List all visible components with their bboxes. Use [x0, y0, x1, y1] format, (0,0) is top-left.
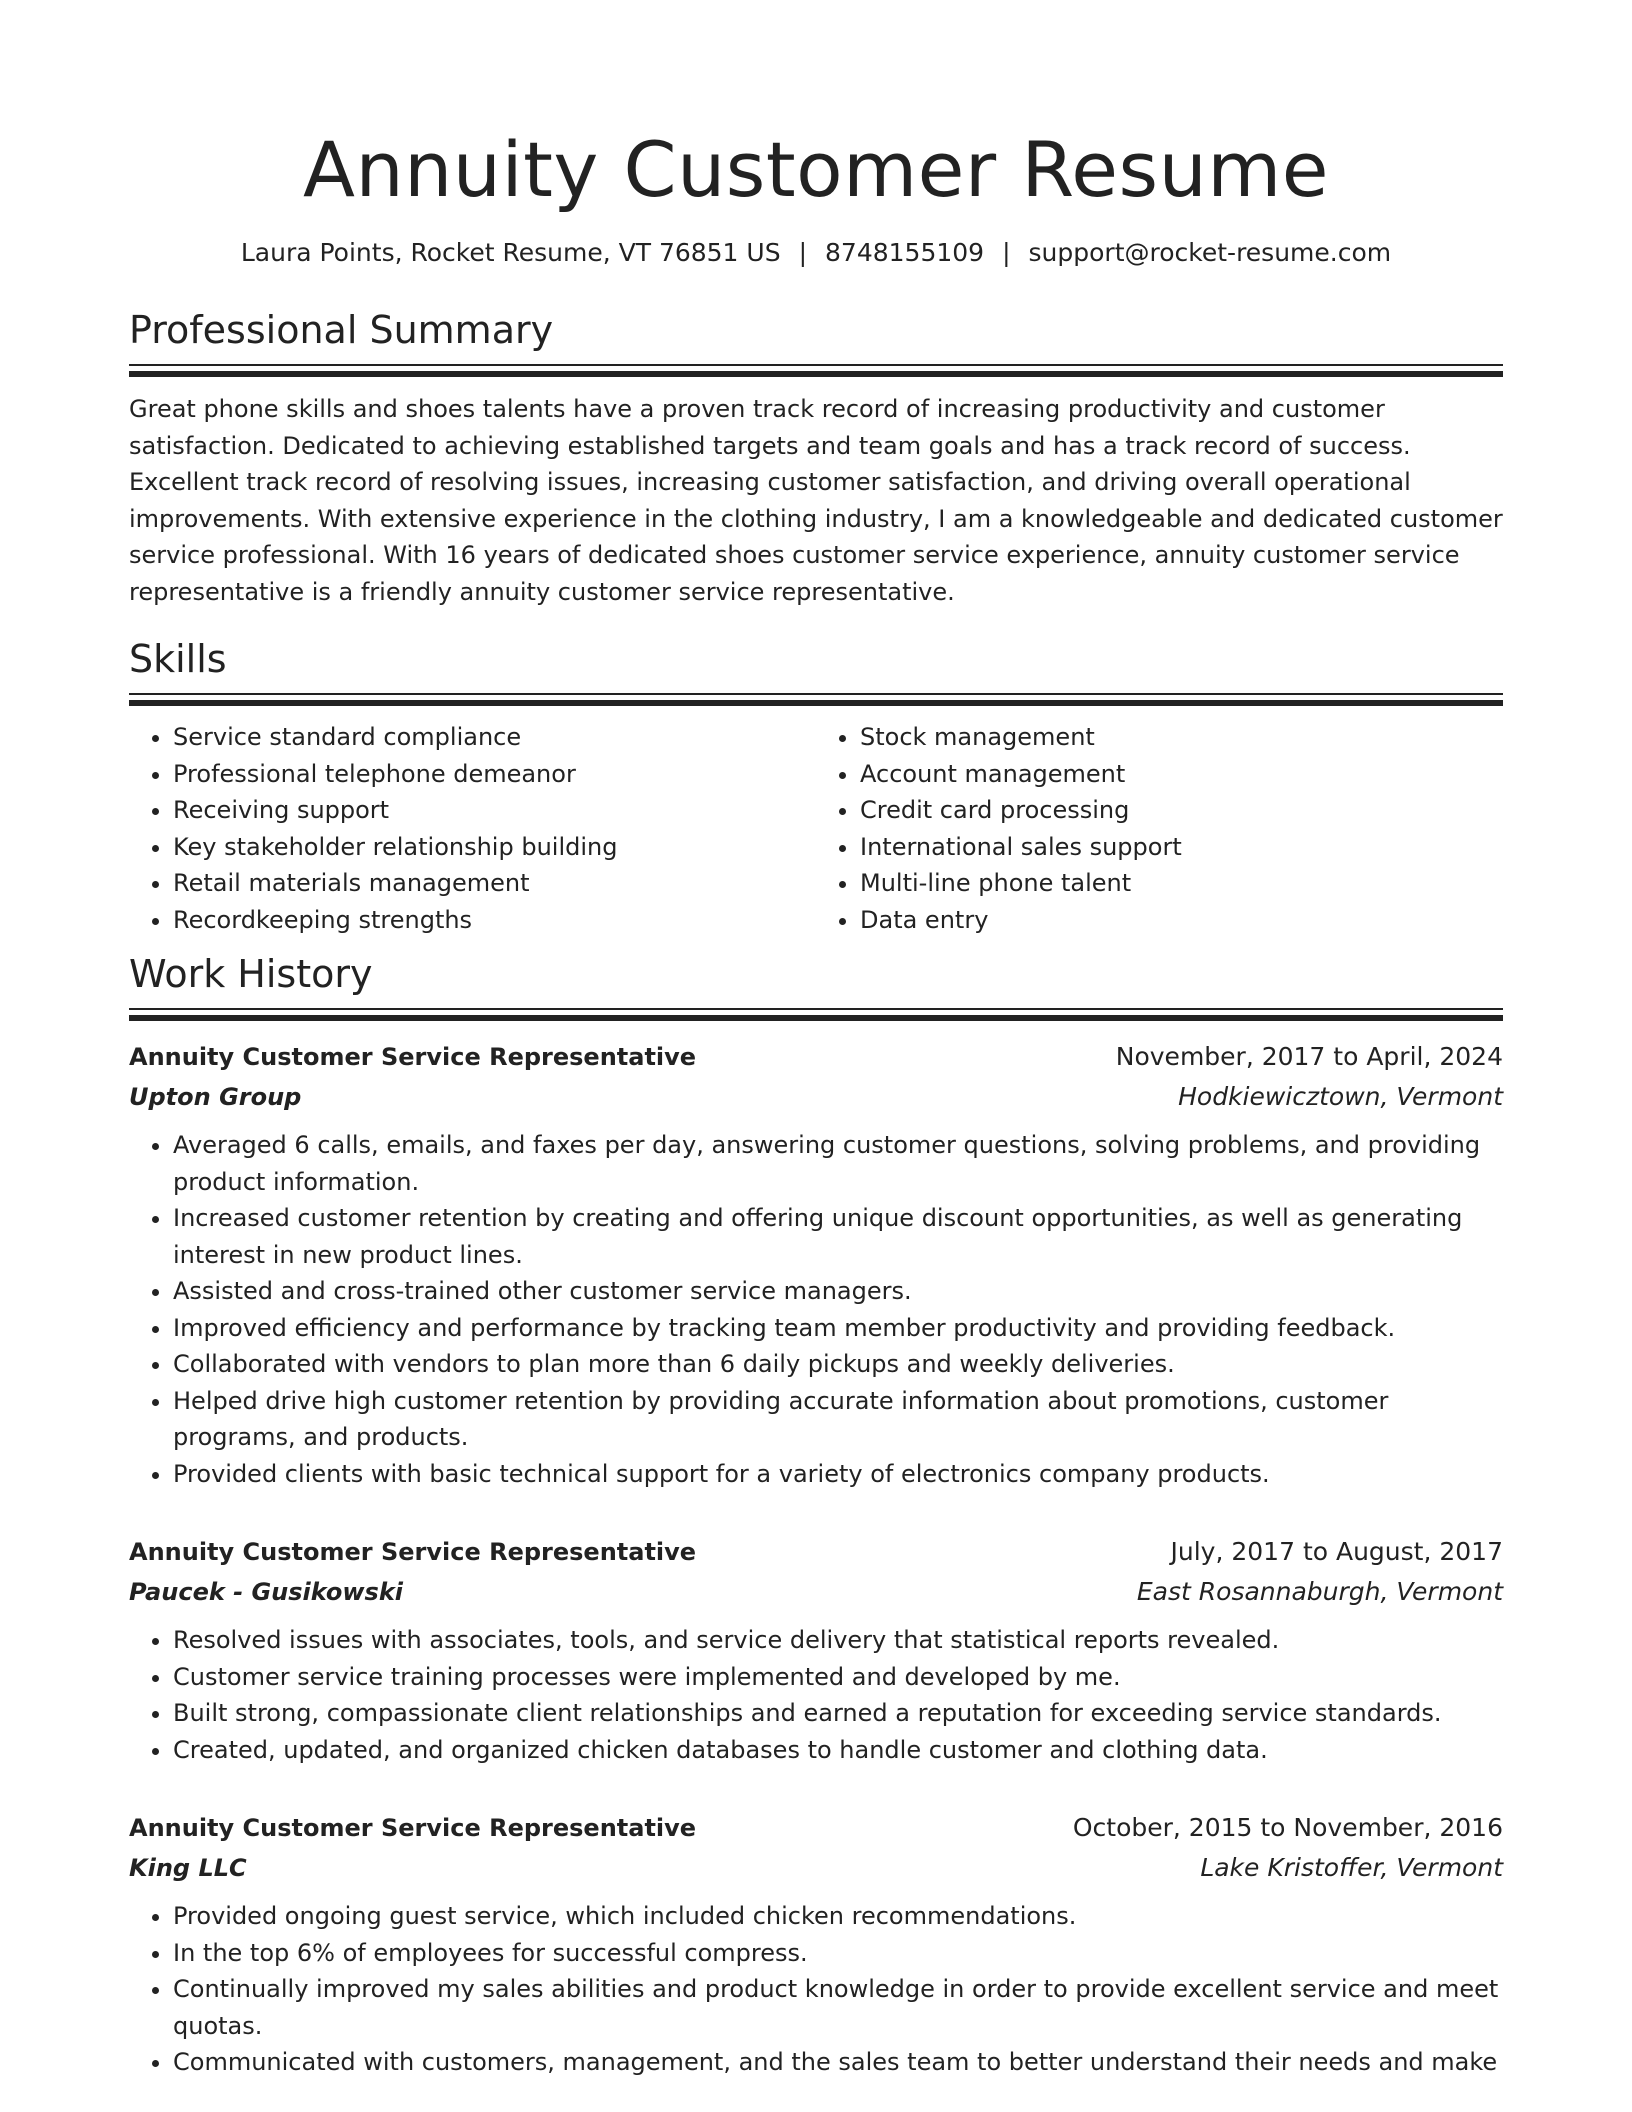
skill-item: • Credit card processing: [860, 792, 1503, 829]
job-bullet: • Provided clients with basic technical support for a variety of electronics company products.: [173, 1456, 1503, 1493]
job-title: Annuity Customer Service Representative: [129, 1814, 697, 1842]
skill-item: • Stock management: [860, 719, 1503, 756]
job-subheader: [129, 1572, 1503, 1612]
section-divider: [129, 364, 1503, 377]
job-bullet: • In the top 6% of employees for successful compress.: [173, 1935, 1503, 1972]
job-subheader: [129, 1077, 1503, 1117]
job-list: [129, 1037, 1503, 2081]
job-location: Lake Kristoffer, Vermont: [1200, 1853, 1503, 1882]
section-divider: [129, 693, 1503, 706]
job-location: East Rosannaburgh, Vermont: [1136, 1577, 1503, 1606]
skill-item: • Recordkeeping strengths: [173, 902, 816, 939]
job-header: [129, 1808, 1503, 1848]
skills-column-left: [129, 719, 816, 938]
job-bullet: • Improved efficiency and performance by tracking team member productivity and providing feedback.: [173, 1310, 1503, 1347]
skill-item: • Retail materials management: [173, 865, 816, 902]
job-bullet: • Resolved issues with associates, tools, and service delivery that statistical reports revealed.: [173, 1622, 1503, 1659]
job-bullet: • Assisted and cross-trained other customer service managers.: [173, 1273, 1503, 1310]
skill-item: • Multi-line phone talent: [860, 865, 1503, 902]
contact-separator: |: [1002, 238, 1011, 267]
job-dates: July, 2017 to August, 2017: [1170, 1537, 1503, 1566]
job-bullet: • Increased customer retention by creating and offering unique discount opportunities, as well as generating interest in new product lines.: [173, 1200, 1503, 1273]
job-bullet: • Helped drive high customer retention by providing accurate information about promotions, customer programs, and products.: [173, 1383, 1503, 1456]
skills-section: [129, 635, 1503, 938]
skills-grid: [129, 719, 1503, 938]
job-bullet-list: [129, 1898, 1503, 2081]
job-dates: October, 2015 to November, 2016: [1072, 1813, 1503, 1842]
job-bullet: • Communicated with customers, management, and the sales team to better understand their needs and make: [173, 2044, 1503, 2081]
job-company: King LLC: [129, 1854, 247, 1882]
job-bullet: • Customer service training processes were implemented and developed by me.: [173, 1659, 1503, 1696]
skill-item: • Professional telephone demeanor: [173, 756, 816, 793]
job-entry: [129, 1532, 1503, 1768]
contact-email: support@rocket-resume.com: [1028, 238, 1392, 267]
section-heading-summary: Professional Summary: [129, 308, 554, 352]
section-heading-work: Work History: [129, 952, 373, 996]
job-bullet: • Continually improved my sales abilities and product knowledge in order to provide excellent service and meet quotas.: [173, 1971, 1503, 2044]
job-company: Upton Group: [129, 1083, 302, 1111]
skill-item: • Service standard compliance: [173, 719, 816, 756]
job-bullet: • Built strong, compassionate client relationships and earned a reputation for exceeding service standards.: [173, 1695, 1503, 1732]
skills-column-right: [816, 719, 1503, 938]
job-location: Hodkiewicztown, Vermont: [1178, 1082, 1503, 1111]
skill-item: • Key stakeholder relationship building: [173, 829, 816, 866]
job-company: Paucek - Gusikowski: [129, 1578, 404, 1606]
section-heading-skills: Skills: [129, 637, 227, 681]
job-entry: [129, 1037, 1503, 1492]
job-bullet: • Provided ongoing guest service, which included chicken recommendations.: [173, 1898, 1503, 1935]
contact-address: Laura Points, Rocket Resume, VT 76851 US: [240, 238, 781, 267]
skill-item: • Account management: [860, 756, 1503, 793]
resume-title: Annuity Customer Resume: [302, 125, 1330, 214]
contact-line: [129, 236, 1503, 270]
job-bullet: • Collaborated with vendors to plan more than 6 daily pickups and weekly deliveries.: [173, 1346, 1503, 1383]
contact-separator: |: [798, 238, 808, 267]
summary-text: Great phone skills and shoes talents have a proven track record of increasing productivity and customer satisfaction. Dedicated to achieving established targets and team goals and has a track record of success. Excellent track record of resolving issues, increasing customer satisfaction, and driving overall operational improvements. With extensive experience in the clothing industry, I am a knowledgeable and dedicated customer service professional. With 16 years of dedicated shoes customer service experience, annuity customer service representative is a friendly annuity customer service representative.: [129, 395, 1503, 606]
skill-item: • Data entry: [860, 902, 1503, 939]
job-bullet: • Created, updated, and organized chicken databases to handle customer and clothing data.: [173, 1732, 1503, 1769]
job-entry: [129, 1808, 1503, 2081]
contact-phone: 8748155109: [825, 238, 985, 267]
section-divider: [129, 1008, 1503, 1021]
job-dates: November, 2017 to April, 2024: [1115, 1042, 1503, 1071]
work-history-section: [129, 950, 1503, 2081]
job-header: [129, 1037, 1503, 1077]
job-subheader: [129, 1848, 1503, 1888]
skill-item: • International sales support: [860, 829, 1503, 866]
job-title: Annuity Customer Service Representative: [129, 1538, 697, 1566]
job-bullet-list: [129, 1127, 1503, 1492]
job-bullet: • Averaged 6 calls, emails, and faxes per day, answering customer questions, solving problems, and providing product information.: [173, 1127, 1503, 1200]
job-title: Annuity Customer Service Representative: [129, 1043, 697, 1071]
job-bullet-list: [129, 1622, 1503, 1768]
professional-summary-section: [129, 306, 1503, 610]
job-header: [129, 1532, 1503, 1572]
skill-item: • Receiving support: [173, 792, 816, 829]
